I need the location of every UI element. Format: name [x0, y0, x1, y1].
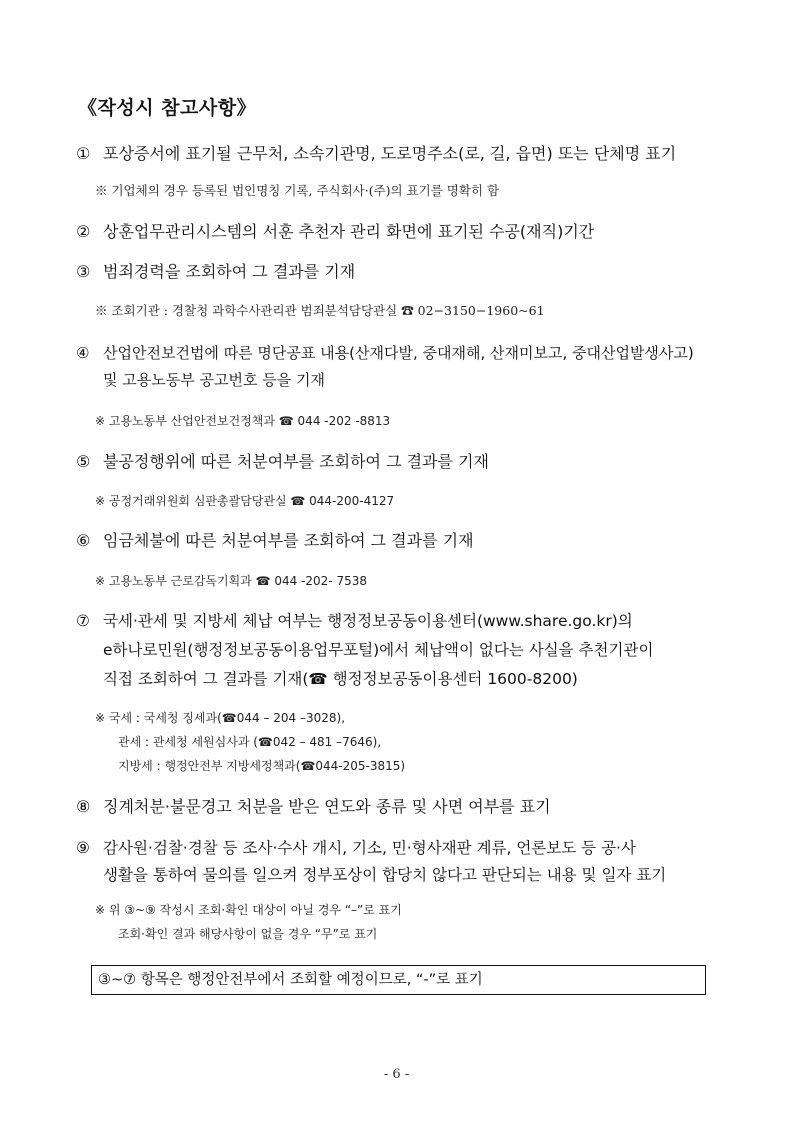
note-line: 지방세 : 행정안전부 지방세정책과(☎044-205-3815) — [118, 759, 406, 773]
item-number: ① — [76, 144, 91, 163]
item-number: ⑤ — [76, 452, 91, 471]
item-text: 상훈업무관리시스템의 서훈 추천자 관리 화면에 표기된 수공(재직)기간 — [103, 222, 595, 241]
item-number: ⑧ — [76, 797, 91, 816]
list-item — [76, 140, 726, 167]
item-text: 징계처분·불문경고 처분을 받은 연도와 종류 및 사면 여부를 표기 — [103, 797, 551, 816]
note-line: ※ 국세 : 국세청 징세과(☎044 – 204 –3028), — [95, 711, 346, 725]
item-text: 국세·관세 및 지방세 체납 여부는 행정정보공동이용센터(www.share.go.kr)의 — [103, 612, 633, 630]
list-item — [76, 527, 726, 554]
note-line: ※ 공정거래위원회 심판총괄담당관실 ☎ 044-200-4127 — [95, 494, 395, 508]
note-line: ※ 위 ③~⑨ 작성시 조회·확인 대상이 아닐 경우 “–”로 표기 — [95, 903, 402, 917]
note — [95, 898, 402, 946]
list-item — [76, 607, 726, 694]
item-number: ⑦ — [76, 612, 90, 630]
note-line: 관세 : 관세청 세원심사과 (☎042 – 481 –7646), — [118, 735, 382, 749]
note — [95, 706, 405, 778]
note — [95, 180, 499, 202]
section-title: 《작성시 참고사항》 — [78, 97, 257, 119]
item-text: 포상증서에 표기될 근무처, 소속기관명, 도로명주소(로, 길, 읍면) 또는 단체명 표기 — [103, 144, 677, 163]
item-number: ⑨ — [76, 839, 90, 857]
note-line: ※ 조회기관 : 경찰청 과학수사관리관 범죄분석담당관실 ☎ 02−3150−1960~61 — [95, 303, 545, 318]
item-text: 직접 조회하여 그 결과를 기재(☎ 행정정보공동이용센터 1600-8200) — [103, 670, 578, 688]
item-text: 불공정행위에 따른 처분여부를 조회하여 그 결과를 기재 — [103, 452, 490, 471]
note — [95, 300, 545, 322]
item-text: 감사원·검찰·경찰 등 조사·수사 개시, 기소, 민·형사재판 계류, 언론보도 등 공·사 — [103, 839, 636, 857]
list-item — [76, 218, 726, 245]
item-text: 및 고용노동부 공고번호 등을 기재 — [103, 371, 325, 389]
notice-box: ③~⑦ 항목은 행정안전부에서 조회할 예정이므로, “-”로 표기 — [91, 965, 706, 995]
item-text: 임금체불에 따른 처분여부를 조회하여 그 결과를 기재 — [103, 531, 474, 550]
item-text: 산업안전보건법에 따른 명단공표 내용(산재다발, 중대재해, 산재미보고, 중대산업발생사고) — [103, 344, 694, 362]
list-item — [76, 340, 726, 394]
item-text: e하나로민원(행정정보공동이용업무포털)에서 체납액이 없다는 사실을 추천기관이 — [103, 641, 654, 659]
note-line: 조회·확인 결과 해당사항이 없을 경우 “무”로 표기 — [118, 927, 378, 941]
note-line: ※ 기업체의 경우 등록된 법인명칭 기록, 주식회사·(주)의 표기를 명확히 함 — [95, 183, 500, 198]
note — [95, 570, 367, 592]
note — [95, 490, 394, 512]
list-item — [76, 258, 726, 285]
item-number: ④ — [76, 344, 90, 362]
note-line: ※ 고용노동부 산업안전보건정책과 ☎ 044 -202 -8813 — [95, 414, 391, 428]
item-text: 범죄경력을 조회하여 그 결과를 기재 — [103, 262, 356, 281]
item-text: 생활을 통하여 물의를 일으켜 정부포상이 합당치 않다고 판단되는 내용 및 일자 표기 — [103, 866, 667, 884]
list-item — [76, 448, 726, 475]
note-line: ※ 고용노동부 근로감독기획과 ☎ 044 -202- 7538 — [95, 574, 368, 588]
page-number: - 6 - — [383, 1067, 410, 1082]
list-item — [76, 835, 726, 889]
list-item — [76, 793, 726, 820]
item-number: ⑥ — [76, 531, 91, 550]
item-number: ② — [76, 222, 91, 241]
item-number: ③ — [76, 262, 91, 281]
note — [95, 410, 390, 432]
